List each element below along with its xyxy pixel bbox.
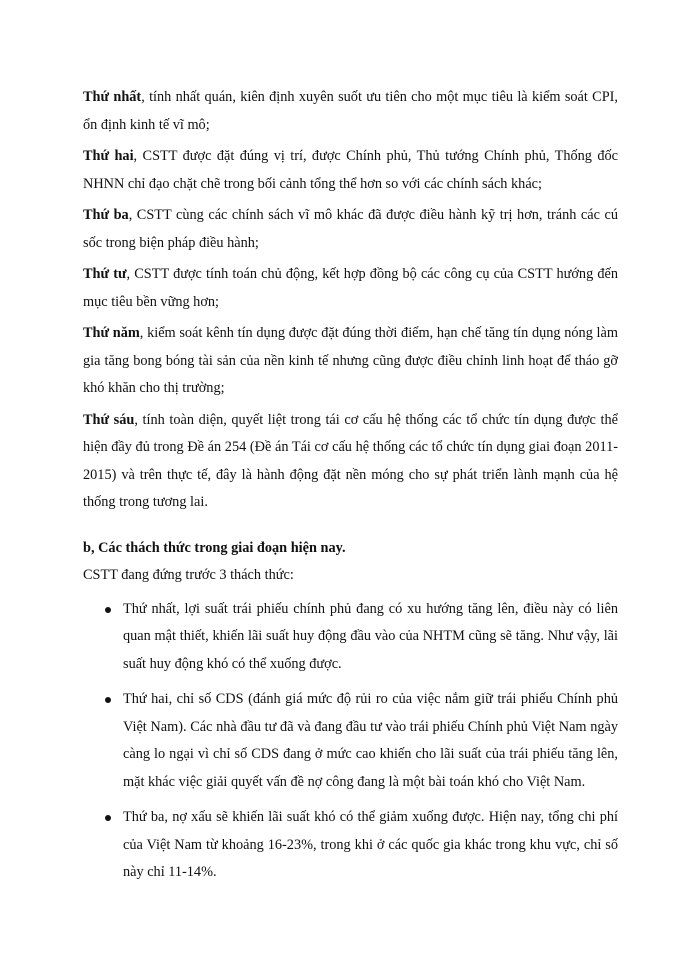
challenge-list: [83, 596, 618, 887]
paragraph-third: [83, 202, 618, 257]
section-heading: b, Các thách thức trong giai đoạn hiện nay.: [83, 539, 346, 556]
paragraph-sixth: [83, 407, 618, 517]
list-item-text: Thứ nhất, lợi suất trái phiếu chính phủ đang có xu hướng tăng lên, điều này có liên quan mật thiết, khiến lãi suất huy động đầu vào của NHTM cũng sẽ tăng. Như vậy, lãi suất huy động khó có thể xuống được.: [123, 600, 618, 672]
paragraph-text: , CSTT được đặt đúng vị trí, được Chính phủ, Thủ tướng Chính phủ, Thống đốc NHNN chỉ đạo chặt chẽ trong bối cảnh tổng thể hơn so với các chính sách khác;: [83, 148, 618, 192]
paragraph-text: , tính nhất quán, kiên định xuyên suốt ưu tiên cho một mục tiêu là kiểm soát CPI, ổn định kinh tế vĩ mô;: [83, 89, 619, 133]
paragraph-second: [83, 143, 618, 198]
paragraph-lead: Thứ sáu: [83, 411, 135, 428]
paragraph-text: , CSTT được tính toán chủ động, kết hợp đồng bộ các công cụ của CSTT hướng đến mục tiêu bền vững hơn;: [83, 266, 619, 310]
paragraph-first: [83, 84, 618, 139]
list-item-text: Thứ hai, chỉ số CDS (đánh giá mức độ rủi ro của việc nắm giữ trái phiếu Chính phủ Việt Nam). Các nhà đầu tư đã và đang đầu tư vào trái phiếu Chính phủ Việt Nam ngày càng lo ngại vì chỉ số CDS đang ở mức cao khiến cho lãi suất của trái phiếu tăng lên, mặt khác việc giải quyết vấn đề nợ công đang là một bài toán khó cho Việt Nam.: [123, 691, 618, 790]
paragraph-fourth: [83, 261, 618, 316]
paragraph-text: , kiểm soát kênh tín dụng được đặt đúng thời điểm, hạn chế tăng tín dụng nóng làm gia tăng bong bóng tài sản của nền kinh tế nhưng cũng được điều chỉnh linh hoạt để tháo gỡ khó khăn cho thị trường;: [83, 325, 618, 396]
section-intro: CSTT đang đứng trước 3 thách thức:: [83, 567, 294, 583]
paragraph-fifth: [83, 320, 618, 403]
paragraph-lead: Thứ nhất: [83, 89, 142, 105]
list-item: [83, 596, 618, 679]
paragraph-lead: Thứ năm: [83, 325, 140, 341]
bullet-icon: [105, 697, 111, 703]
paragraph-text: , tính toàn diện, quyết liệt trong tái cơ cấu hệ thống các tổ chức tín dụng được thể hiện đầy đủ trong Đề án 254 (Đề án Tái cơ cấu hệ thống các tổ chức tín dụng giai đoạn 2011-2015) và trên thực tế, đây là hành động đặt nền móng cho sự phát triển lành mạnh của hệ thống trong tương lai.: [83, 411, 618, 510]
bullet-icon: [105, 607, 111, 613]
bullet-icon: [105, 815, 111, 821]
paragraph-lead: Thứ ba: [83, 207, 129, 223]
list-item: [83, 804, 618, 887]
document-page: [83, 84, 618, 895]
paragraph-lead: Thứ tư: [83, 266, 127, 282]
list-item: [83, 686, 618, 796]
paragraph-text: , CSTT cùng các chính sách vĩ mô khác đã được điều hành kỹ trị hơn, tránh các cú sốc trong biện pháp điều hành;: [83, 207, 618, 251]
paragraph-lead: Thứ hai: [83, 148, 134, 164]
list-item-text: Thứ ba, nợ xấu sẽ khiến lãi suất khó có thể giảm xuống được. Hiện nay, tổng chi phí của Việt Nam từ khoảng 16-23%, trong khi ở các quốc gia khác trong khu vực, chỉ số này chỉ 11-14%.: [123, 809, 618, 880]
